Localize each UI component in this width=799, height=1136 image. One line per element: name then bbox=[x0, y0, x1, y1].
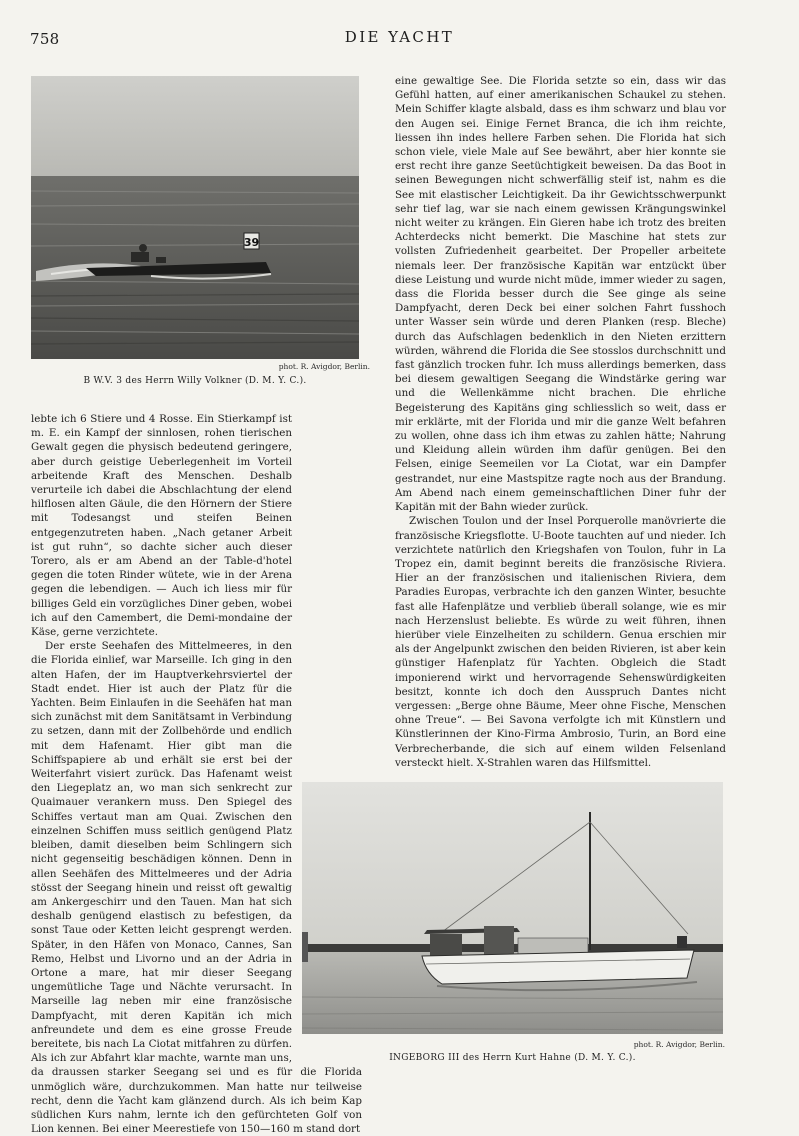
page-number: 758 bbox=[30, 30, 60, 48]
photo-yacht bbox=[302, 782, 723, 1034]
photo-motorboat bbox=[31, 76, 359, 359]
running-head: DIE YACHT bbox=[344, 28, 455, 46]
figure-caption: INGEBORG III des Herrn Kurt Hahne (D. M. Y. C.). bbox=[389, 1053, 636, 1063]
figure-caption: B W.V. 3 des Herrn Willy Volkner (D. M. Y. C.). bbox=[83, 376, 307, 386]
photo-credit: phot. R. Avigdor, Berlin. bbox=[278, 362, 370, 371]
paragraph: Zwischen Toulon und der Insel Porquerolle manövrierte die französische Kriegsflotte. U-Boote tauchten auf und nieder. Ich verzichtete natürlich den Kriegshafen von Toulon, fuhr in La Tropez ein, damit beginnt bereits die französische Riviera. Hier an der französischen und italienischen Riviera, dem Paradies Europas, verbrachte ich den ganzen Winter, besuchte fast alle Hafenplätze und verblieb überall solange, wie es mir nach Herzenslust beliebte. Es würde zu weit führen, ihnen hierüber viele Einzelheiten zu schildern. Genua erschien mir als der Angelpunkt zwischen den beiden Rivieren, ist aber kein günstiger Hafenplatz für Yachten. Obgleich die Stadt imponierend wirkt und hervorragende Sehenswürdigkeiten besitzt, konnte ich doch den Ausspruch Dantes nicht vergessen: „Berge ohne Bäume, Meer ohne Fische, Menschen ohne Treue“. — Bei Savona verfolgte ich mit Künstlern und Künstlerinnen der Kino-Firma Ambrosio, Turin, an Bord eine Verbrecherbande, die sich auf einem wilden Felsenland versteckt hielt. X-Strahlen waren das Hilfsmittel. bbox=[395, 515, 726, 769]
boat-number: 39 bbox=[243, 236, 260, 249]
paragraph: Der erste Seehafen des Mittelmeeres, in den die Florida einlief, war Marseille. Ich ging in den alten Hafen, der im Hauptverkehrsviertel der Stadt endet. Hier ist auch der Platz für die Yachten. Beim Einlaufen in die Seehäfen hat man sich zunächst mit dem Sanitätsamt in Verbindung zu setzen, dann mit der Zollbehörde und endlich mit dem Hafenamt. Hier gibt man die Schiffspapiere ab und erhält sie erst bei der Weiterfahrt visiert zurück. Das Hafenamt weist den Liegeplatz an, wo man sich senkrecht zur Quaimauer verankern muss. Den Spiegel des Schiffes vertaut man am Quai. Zwischen den einzelnen Schiffen muss seitlich genügend Platz bleiben, damit dieselben beim Schlingern sich nicht gegenseitig beschädigen können. Denn in allen Seehäfen des Mittelmeeres und der Adria stösst der Seegang hinein und reisst oft gewaltig am Ankergeschirr und den Tauen. Man hat sich deshalb genügend elastisch zu befestigen, da sonst Taue oder Ketten leicht gesprengt werden. Später, in den Häfen von Monaco, Cannes, San Remo, Helbst und Livorno und an der Adria in Ortone a mare, hat mir dieser Seegang ungemütliche Tage und Nächte verursacht. In Marseille lag neben mir eine französische Dampfyacht, mit deren Kapitän ich mich anfreundete und dem es eine grosse Freude bereitete, bis nach La Ciotat mitfahren zu dürfen. Als ich zur Abfahrt klar machte, warnte man uns, da draussen starker Seegang sei und es für die Florida unmöglich wäre, durchzukommen. Man hatte nur teilweise recht, denn die Yacht kam glänzend durch. Als ich beim Kap südlichen Kurs nahm, lernte ich den gefürchteten Golf von Lion kennen. Bei einer Meerestiefe von 150—160 m stand dort bbox=[31, 640, 362, 1136]
photo-credit: phot. R. Avigdor, Berlin. bbox=[633, 1040, 725, 1049]
text-column-right bbox=[395, 74, 726, 770]
paragraph: eine gewaltige See. Die Florida setzte so ein, dass wir das Gefühl hatten, auf einer amerikanischen Schaukel zu stehen. Mein Schiffer klagte alsbald, dass es ihm schwarz und blau vor den Augen sei. Einige Fernet Branca, die ich ihm reichte, liessen ihn indes hellere Farben sehen. Die Florida hat sich schon viele, viele Male auf See bewährt, aber hier konnte sie erst recht ihre ganze Seetüchtigkeit beweisen. Da das Boot in seinen Bewegungen nicht schwerfällig steif ist, nahm es die See mit elastischer Leichtigkeit. Da ihr Gewichtsschwerpunkt sehr tief lag, war sie nach einem gewissen Krängungswinkel nicht weiter zu krängen. Ein Gieren habe ich trotz des breiten Achterdecks nicht bemerkt. Die Maschine hat stets zur vollsten Zufriedenheit gearbeitet. Der Propeller arbeitete niemals leer. Der französische Kapitän war entzückt über diese Leistung und wurde nicht müde, immer wieder zu sagen, dass die Florida besser durch die See ginge als seine Dampfyacht, deren Deck bei einer solchen Fahrt fusshoch unter Wasser sein würde und deren Planken (resp. Bleche) durch das Aufschlagen bedenklich in den Nieten erzittern würden, während die Florida die See stosslos durchschnitt und fast gänzlich trocken fuhr. Ich muss allerdings bemerken, dass bei diesem gewaltigen Seegang die Windstärke gering war und die Wellenkämme nicht brachen. Die ehrliche Begeisterung des Kapitäns ging schliesslich so weit, dass er mir erklärte, mit der Florida und mir die ganze Welt befahren zu wollen, ohne dass ich ihm etwas zu zahlen hätte; Nahrung und Kleidung allein würden ihm dafür genügen. Bei den Felsen, einige Seemeilen vor La Ciotat, war ein Dampfer gestrandet, nur eine Mastspitze ragte noch aus der Brandung. Am Abend nach einem gemeinschaftlichen Diner fuhr der Kapitän mit der Bahn wieder zurück. bbox=[395, 75, 726, 514]
paragraph: lebte ich 6 Stiere und 4 Rosse. Ein Stierkampf ist m. E. ein Kampf der sinnlosen, rohen tierischen Gewalt gegen die physisch bedeutend geringere, aber durch geistige Ueberlegenheit im Vorteil arbeitende Kraft des Menschen. Deshalb verurteile ich dabei die Abschlachtung der elend hilflosen alten Gäule, die den Hörnern der Stiere mit Todesangst und steifen Beinen entgegenzutreten haben. „Nach getaner Arbeit ist gut ruhn“, so dachte sicher auch dieser Torero, als er am Abend an der Table-d'hotel gegen die toten Rinder wütete, wie in der Arena gegen die lebendigen. — Auch ich liess mir für billiges Geld ein vorzügliches Diner geben, wobei ich auf den Camembert, die Demi-mondaine der Käse, gerne verzichtete. bbox=[31, 413, 292, 639]
